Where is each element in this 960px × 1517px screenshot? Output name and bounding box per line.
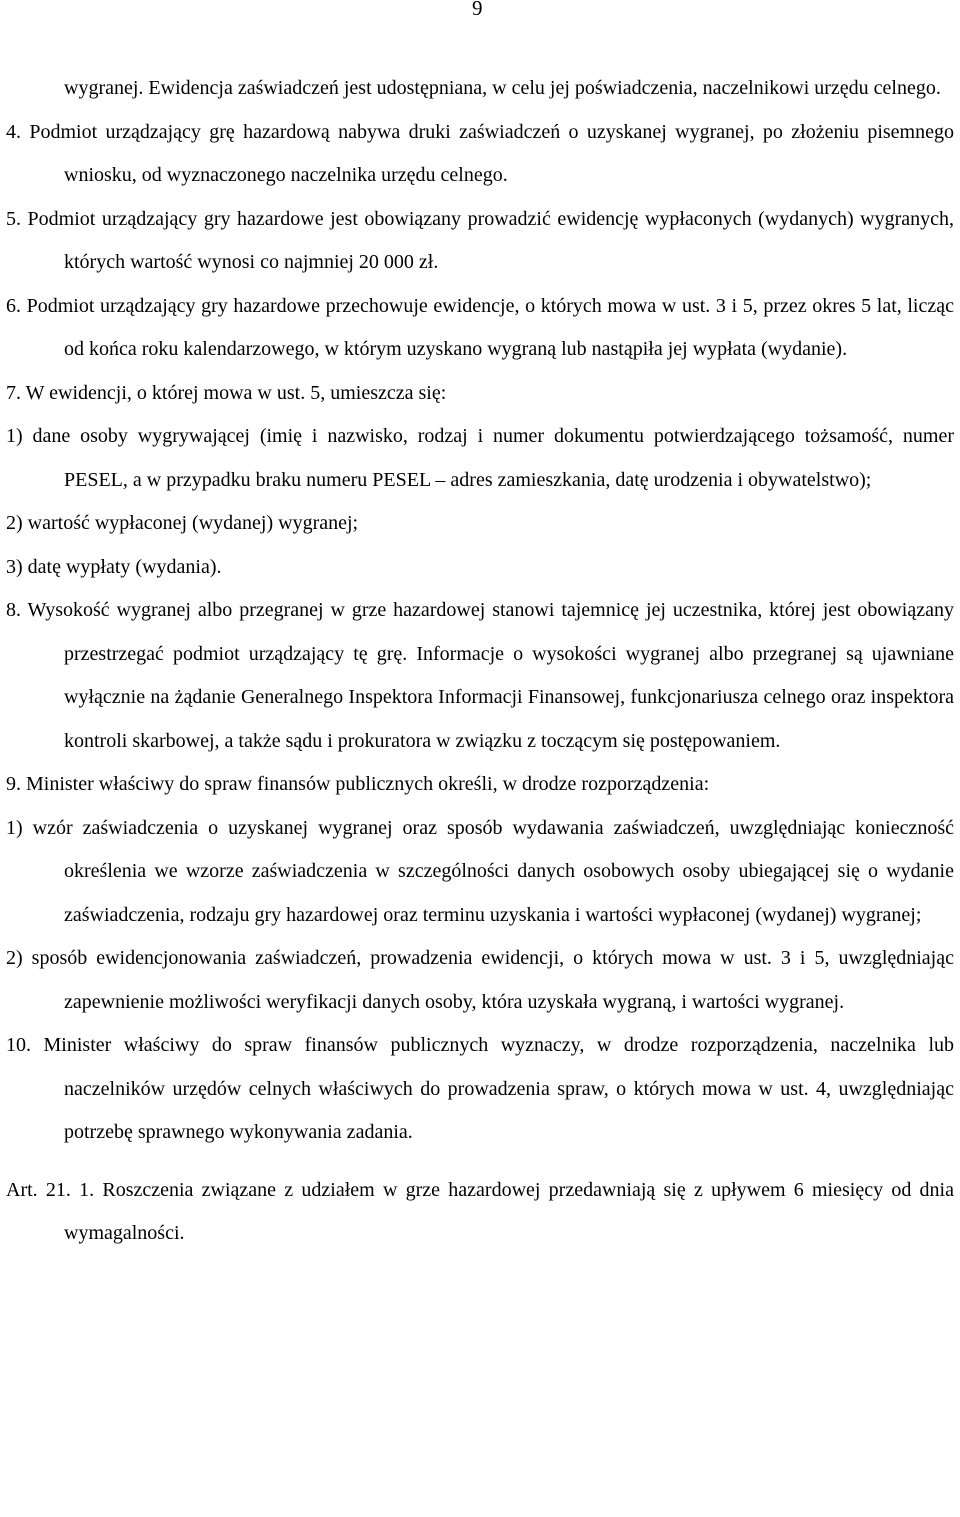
paragraph-item-9: 9. Minister właściwy do spraw finansów publicznych określi, w drodze rozporządzenia: <box>6 773 710 795</box>
list-item-7-1: 1) dane osoby wygrywającej (imię i nazwisko, rodzaj i numer dokumentu potwierdzającego tożsamość, numer PESEL, a w przypadku braku numeru PESEL – adres zamieszkania, datę urodzenia i obywatelstwo); <box>6 425 954 491</box>
paragraph-item-8: 8. Wysokość wygranej albo przegranej w grze hazardowej stanowi tajemnicę jej uczestnika, której jest obowiązany przestrzegać podmiot urządzający tę grę. Informacje o wysokości wygranej albo przegranej są ujawniane wyłącznie na żądanie Generalnego Inspektora Informacji Finansowej, funkcjonariusza celnego oraz inspektora kontroli skarbowej, a także sądu i prokuratora w związku z toczącym się postępowaniem. <box>6 599 954 752</box>
paragraph-item-5: 5. Podmiot urządzający gry hazardowe jest obowiązany prowadzić ewidencję wypłaconych (wydanych) wygranych, których wartość wynosi co najmniej 20 000 zł. <box>6 207 954 273</box>
paragraph-continuation: wygranej. Ewidencja zaświadczeń jest udostępniana, w celu jej poświadczenia, naczelnikowi urzędu celnego. <box>64 77 941 99</box>
paragraph-item-7: 7. W ewidencji, o której mowa w ust. 5, umieszcza się: <box>6 381 447 404</box>
list-item-7-2: 2) wartość wypłaconej (wydanej) wygranej; <box>6 512 359 534</box>
paragraph-item-4: 4. Podmiot urządzający grę hazardową nabywa druki zaświadczeń o uzyskanej wygranej, po złożeniu pisemnego wniosku, od wyznaczonego naczelnika urzędu celnego. <box>6 120 954 186</box>
list-item-7-3: 3) datę wypłaty (wydania). <box>6 555 222 578</box>
article-21: Art. 21. 1. Roszczenia związane z udziałem w grze hazardowej przedawniają się z upływem 6 miesięcy od dnia wymagalności. <box>6 1178 954 1244</box>
page-number: 9 <box>472 0 483 20</box>
paragraph-item-6: 6. Podmiot urządzający gry hazardowe przechowuje ewidencje, o których mowa w ust. 3 i 5, przez okres 5 lat, licząc od końca roku kalendarzowego, w którym uzyskano wygraną lub nastąpiła jej wypłata (wydanie). <box>6 294 954 360</box>
list-item-9-2: 2) sposób ewidencjonowania zaświadczeń, prowadzenia ewidencji, o których mowa w ust. 3 i 5, uwzględniając zapewnienie możliwości weryfikacji danych osoby, która uzyskała wygraną, i wartości wygranej. <box>6 947 954 1013</box>
paragraph-item-10: 10. Minister właściwy do spraw finansów publicznych wyznaczy, w drodze rozporządzenia, naczelnika lub naczelników urzędów celnych właściwych do prowadzenia spraw, o których mowa w ust. 4, uwzględniając potrzebę sprawnego wykonywania zadania. <box>6 1034 954 1143</box>
list-item-9-1: 1) wzór zaświadczenia o uzyskanej wygranej oraz sposób wydawania zaświadczeń, uwzględniając konieczność określenia we wzorze zaświadczenia w szczególności danych osobowych osoby ubiegającej się o wydanie zaświadczenia, rodzaju gry hazardowej oraz terminu uzyskania i wartości wypłaconej (wydanej) wygranej; <box>6 816 954 926</box>
document-body <box>6 67 954 1256</box>
